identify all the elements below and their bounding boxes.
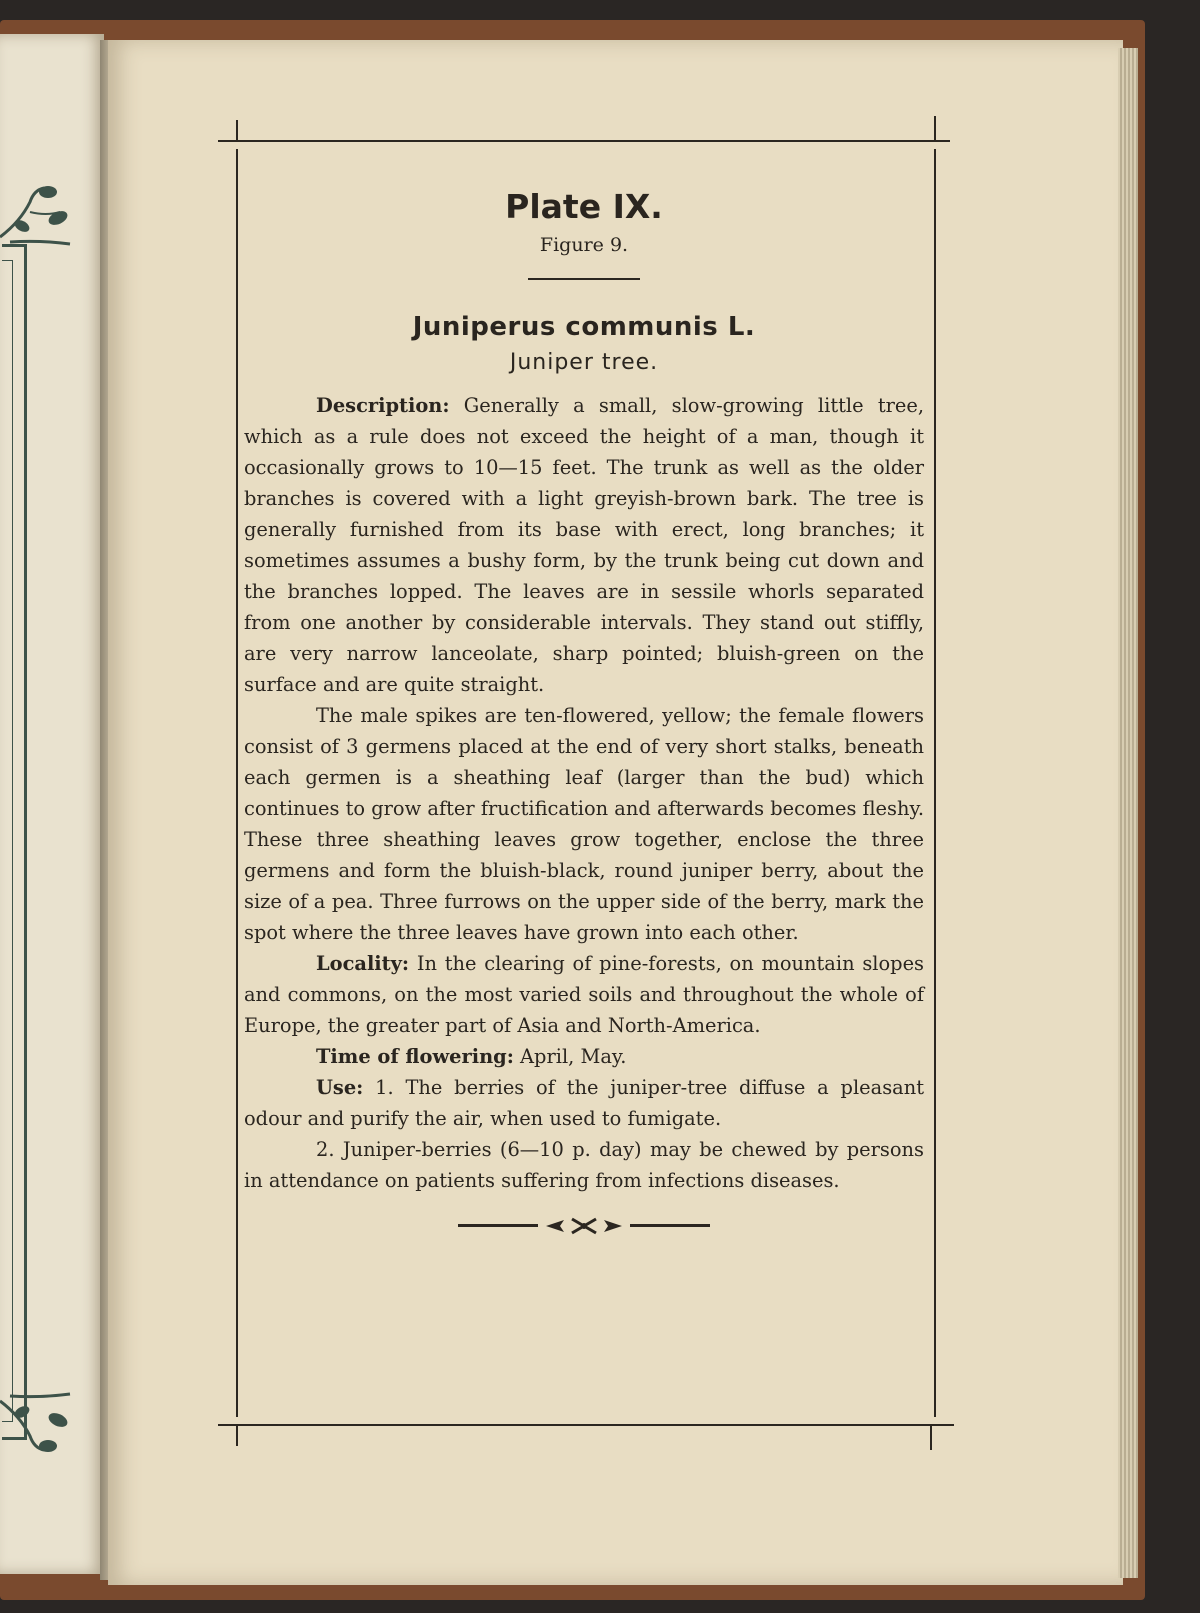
facing-page-inner-border xyxy=(2,260,13,1422)
frame-tick xyxy=(236,120,238,140)
latin-name: Juniperus communis L. xyxy=(412,312,756,342)
frame-bottom-rule xyxy=(218,1424,954,1426)
paragraph-text: Generally a small, slow-growing little tree, which as a rule does not exceed the height of a man, though it occasionally grows to 10—15 feet. The trunk as well as the older branches is covered with a light greyish-brown bark. The tree is generally furnished from its base with erect, long branches; it sometimes assumes a bushy form, by the trunk being cut down and the branches lopped. The leaves are in sessile whorls separated from one another by considerable intervals. They stand out stiffly, are very narrow lanceolate, sharp pointed; bluish-green on the surface and are quite straight. xyxy=(244,394,924,696)
leaf-scroll-icon xyxy=(0,1386,74,1456)
locality-paragraph xyxy=(244,948,924,1041)
paragraph-text: April, May. xyxy=(513,1045,627,1068)
figure-number: Figure 9. xyxy=(539,234,629,256)
page-edges xyxy=(1118,48,1138,1578)
description-paragraph xyxy=(244,390,924,700)
section-label: Locality: xyxy=(316,952,410,975)
frame-top-rule xyxy=(218,140,950,142)
facing-page xyxy=(0,34,104,1574)
leaf-scroll-icon xyxy=(0,182,74,252)
paragraph-text: 1. The berries of the juniper-tree diffuse a pleasant odour and purify the air, when used to fumigate. xyxy=(244,1076,924,1130)
paragraph-text: In the clearing of pine-forests, on mountain slopes and commons, on the most varied soils and throughout the whole of Europe, the greater part of Asia and North-America. xyxy=(244,952,924,1037)
flowers-paragraph xyxy=(244,700,924,948)
frame-tick xyxy=(236,1426,238,1446)
section-label: Use: xyxy=(316,1076,364,1099)
plate-title: Plate IX. xyxy=(505,187,663,226)
flowering-time-paragraph xyxy=(244,1041,924,1072)
section-label: Description: xyxy=(316,394,450,417)
paragraph-text: The male spikes are ten-flowered, yellow; the female flowers consist of 3 germens placed at the end of very short stalks, beneath each germen is a sheathing leaf (larger than the bud) which continues to grow after fructification and afterwards becomes fleshy. These three sheathing leaves grow together, enclose the three germens and form the bluish-black, round juniper berry, about the size of a pea. Three furrows on the upper side of the berry, mark the spot where the three leaves have grown into each other. xyxy=(244,704,924,944)
paragraph-text: 2. Juniper-berries (6—10 p. day) may be chewed by persons in attendance on patients suffering from infections diseases. xyxy=(244,1138,924,1192)
page-content xyxy=(244,186,924,1236)
title-rule xyxy=(528,278,640,280)
frame-tick xyxy=(934,116,936,140)
frame-tick xyxy=(930,1426,932,1450)
use-paragraph xyxy=(244,1072,924,1134)
common-name: Juniper tree. xyxy=(509,350,659,375)
ornamental-rule-icon xyxy=(244,1212,924,1236)
section-label: Time of flowering: xyxy=(316,1045,514,1068)
use-paragraph-2 xyxy=(244,1134,924,1196)
